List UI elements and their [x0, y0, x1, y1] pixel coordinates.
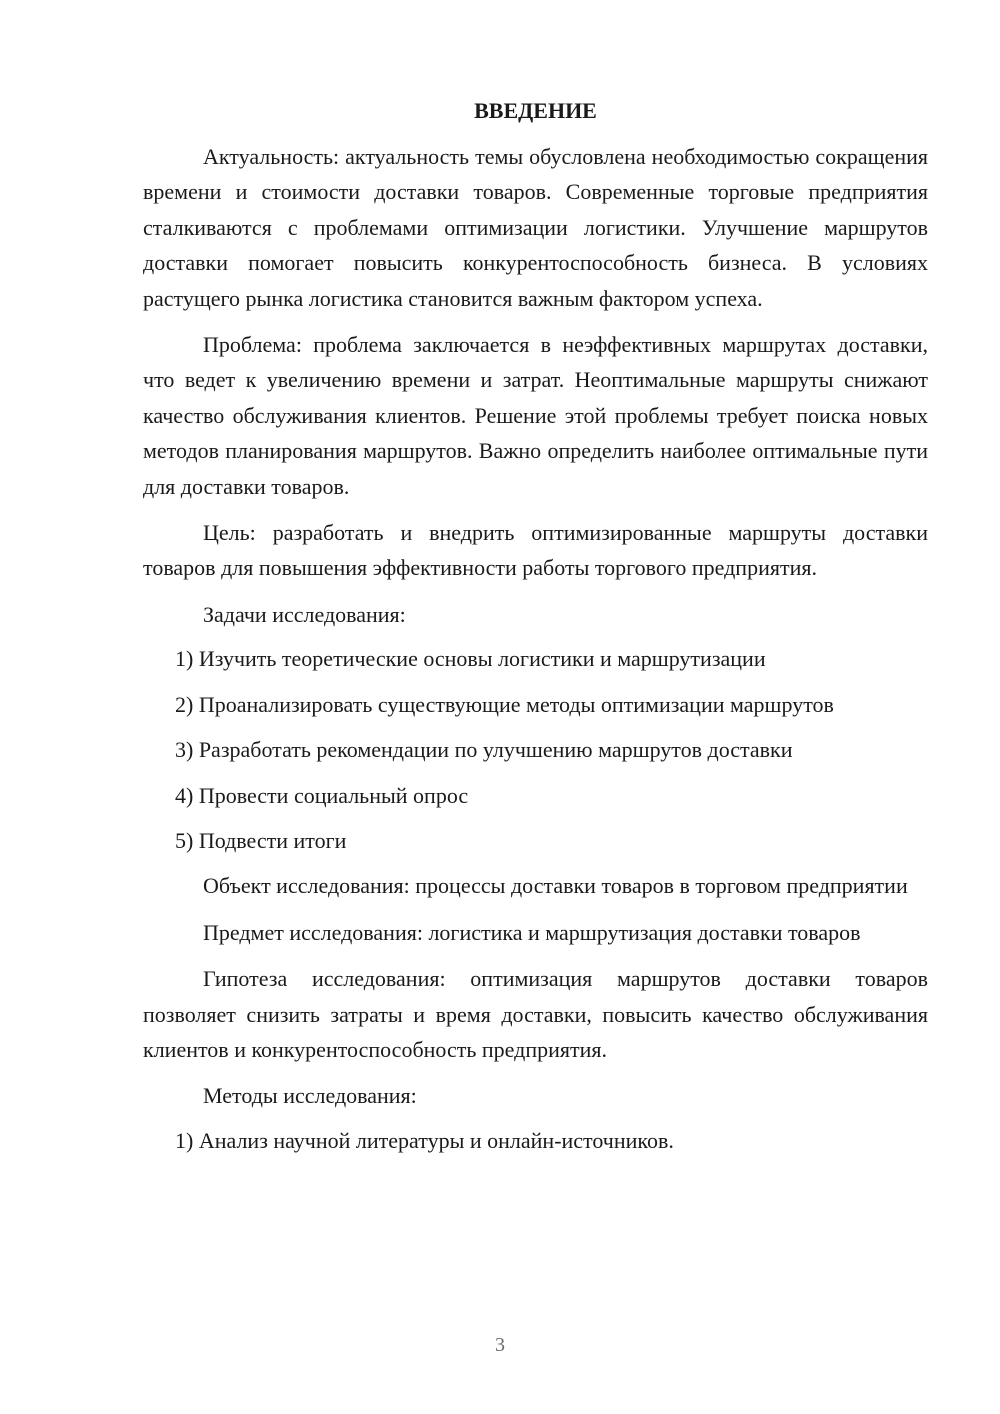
tasks-list	[143, 641, 928, 858]
document-title: ВВЕДЕНИЕ	[474, 98, 597, 123]
task-item: 2) Проанализировать существующие методы оптимизации маршрутов	[175, 691, 834, 717]
task-item: 3) Разработать рекомендации по улучшению маршрутов доставки	[175, 737, 793, 763]
methods-list	[143, 1123, 928, 1158]
object-paragraph: Объект исследования: процессы доставки товаров в торговом предприятии	[203, 873, 908, 899]
method-item: 1) Анализ научной литературы и онлайн-источников.	[175, 1127, 674, 1153]
relevance-paragraph: Актуальность: актуальность темы обусловлена необходимостью сокращения времени и стоимости доставки товаров. Современные торговые предприятия сталкиваются с проблемами оптимизации логистики. Улучшение маршрутов доставки помогает повысить конкурентоспособность бизнеса. В условиях растущего рынка логистика становится важным фактором успеха.	[143, 144, 928, 311]
task-item: 4) Провести социальный опрос	[175, 782, 469, 808]
methods-heading: Методы исследования:	[203, 1083, 417, 1109]
hypothesis-paragraph: Гипотеза исследования: оптимизация маршрутов доставки товаров позволяет снизить затраты и время доставки, повысить качество обслуживания клиентов и конкурентоспособность предприятия.	[143, 966, 928, 1062]
page-number: 3	[495, 1334, 505, 1356]
goal-paragraph: Цель: разработать и внедрить оптимизированные маршруты доставки товаров для повышения эффективности работы торгового предприятия.	[143, 520, 928, 581]
task-item: 5) Подвести итоги	[175, 827, 347, 853]
tasks-heading: Задачи исследования:	[203, 601, 406, 627]
task-item: 1) Изучить теоретические основы логистики и маршрутизации	[175, 646, 766, 672]
document-page	[143, 96, 928, 1168]
subject-paragraph: Предмет исследования: логистика и маршрутизация доставки товаров	[203, 919, 861, 945]
problem-paragraph: Проблема: проблема заключается в неэффективных маршрутах доставки, что ведет к увеличению времени и затрат. Неоптимальные маршруты снижают качество обслуживания клиентов. Решение этой проблемы требует поиска новых методов планирования маршрутов. Важно определить наиболее оптимальные пути для доставки товаров.	[143, 332, 928, 499]
